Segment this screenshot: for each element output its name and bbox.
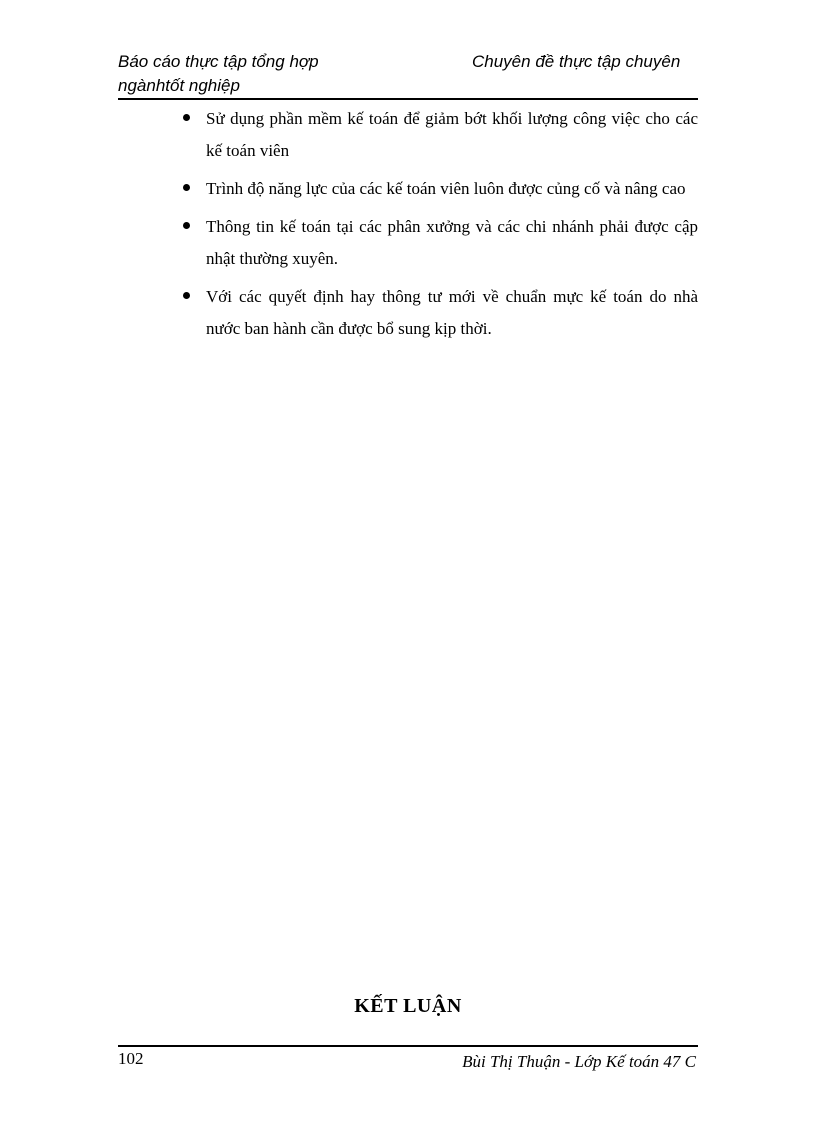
footer-divider [118, 1045, 698, 1047]
header-right-title: Chuyên đề thực tập chuyên [472, 52, 681, 71]
list-item [180, 173, 698, 205]
header-left-title: Báo cáo thực tập tổng hợp [118, 52, 319, 71]
list-item-text: Trình độ năng lực của các kế toán viên luôn được củng cố và nâng cao [206, 179, 686, 198]
bullet-list [180, 103, 698, 351]
bullet-icon [183, 222, 190, 229]
list-item-text: Với các quyết định hay thông tư mới về chuẩn mực kế toán do nhà nước ban hành cần được bổ sung kịp thời. [206, 287, 698, 338]
header-left-subtitle: ngànhtốt nghiệp [118, 76, 240, 95]
header-divider [118, 98, 698, 100]
list-item [180, 211, 698, 275]
footer-author: Bùi Thị Thuận - Lớp Kế toán 47 C [462, 1052, 696, 1071]
bullet-icon [183, 292, 190, 299]
list-item-text: Sử dụng phần mềm kế toán để giảm bớt khối lượng công việc cho các kế toán viên [206, 109, 698, 160]
list-item [180, 103, 698, 167]
list-item [180, 281, 698, 345]
section-title: KẾT LUẬN [354, 995, 462, 1017]
bullet-icon [183, 184, 190, 191]
page-number: 102 [118, 1049, 144, 1068]
list-item-text: Thông tin kế toán tại các phân xưởng và các chi nhánh phải được cập nhật thường xuyên. [206, 217, 698, 268]
bullet-icon [183, 114, 190, 121]
